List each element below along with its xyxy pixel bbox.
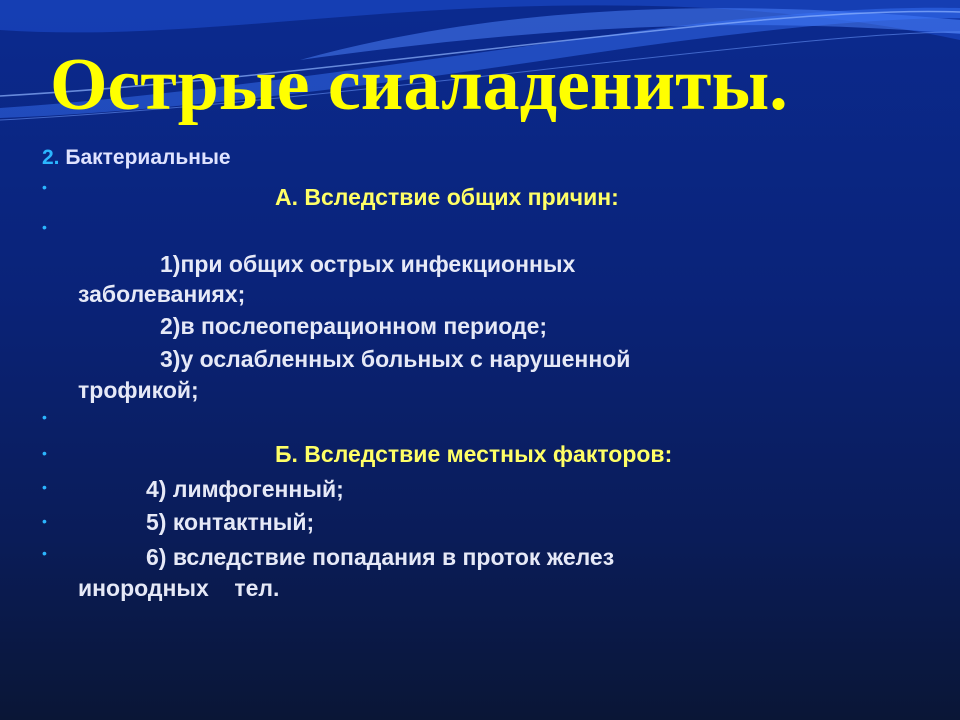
subtitle xyxy=(42,146,231,170)
item-1-line-1: 1)при общих острых инфекционных xyxy=(160,251,576,277)
item-2: 2)в послеоперационном периоде; xyxy=(160,313,548,339)
item-3-line-1: 3)у ослабленных больных с нарушенной xyxy=(160,346,631,372)
item-3-line-2: трофикой; xyxy=(78,377,199,403)
bullet-icon: • xyxy=(42,545,47,561)
bullet-icon: • xyxy=(42,409,47,425)
bullet-icon: • xyxy=(42,179,47,195)
bullet-icon: • xyxy=(42,445,47,461)
heading-local-factors: Б. Вследствие местных факторов: xyxy=(275,441,673,467)
subtitle-number: 2. xyxy=(42,146,60,169)
item-1-line-2: заболеваниях; xyxy=(78,281,246,307)
item-6-line-2: инородных тел. xyxy=(78,575,280,601)
bullet-icon: • xyxy=(42,513,47,529)
item-4: 4) лимфогенный; xyxy=(146,476,344,502)
slide-title: Острые сиаладениты. xyxy=(50,44,788,126)
subtitle-text: Бактериальные xyxy=(59,146,231,169)
item-6-line-1: 6) вследствие попадания в проток желез xyxy=(146,544,615,570)
item-5: 5) контактный; xyxy=(146,509,315,535)
bullet-icon: • xyxy=(42,479,47,495)
bullet-icon: • xyxy=(42,219,47,235)
heading-general-causes: А. Вследствие общих причин: xyxy=(275,184,619,210)
